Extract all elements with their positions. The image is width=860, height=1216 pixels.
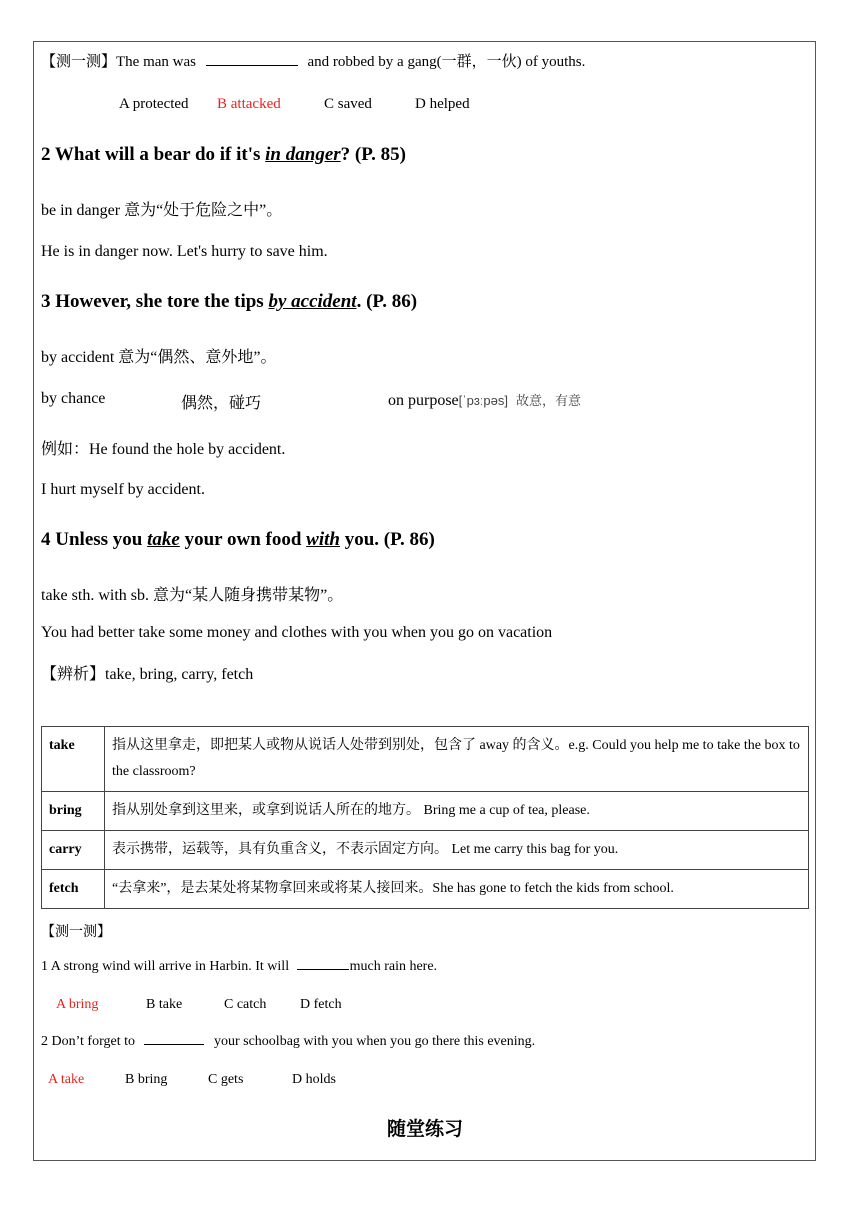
- q2-option-d: D holds: [292, 1072, 336, 1087]
- q1-option-d: D fetch: [300, 997, 342, 1012]
- q1-option-a: A bring: [56, 997, 99, 1012]
- quiz1-option-a: A protected: [119, 96, 189, 112]
- quiz1-question: [41, 50, 585, 71]
- quiz1-text-before: The man was: [116, 54, 196, 70]
- item4-heading-post: you. (P. 86): [339, 529, 435, 550]
- item4-heading-mid: your own food: [179, 529, 307, 550]
- q2-option-b: B bring: [125, 1072, 168, 1087]
- table-row: [42, 870, 809, 909]
- q1-text-after: much rain here.: [349, 959, 438, 974]
- section-title: 随堂练习: [386, 1118, 463, 1140]
- quiz2-question-1: [41, 959, 437, 975]
- q2-option-a: A take: [48, 1072, 85, 1087]
- synonym-meaning: 偶然，碰巧: [181, 395, 262, 412]
- item2-meaning: be in danger 意为“处于危险之中”。: [41, 202, 283, 219]
- q1-option-c: C catch: [224, 997, 267, 1012]
- table-explanation: 指从别处拿到这里来，或拿到说话人所在的地方。 Bring me a cup of tea, please.: [105, 792, 809, 831]
- item2-heading: [41, 144, 406, 166]
- table-word: bring: [42, 792, 105, 831]
- q1-text-before: 1 A strong wind will arrive in Harbin. It will: [41, 959, 290, 974]
- quiz-tag: 【测一测】: [41, 54, 117, 70]
- item3-heading-post: . (P. 86): [356, 291, 418, 312]
- item3-heading: [41, 291, 417, 313]
- q1-option-b: B take: [146, 997, 183, 1012]
- antonym: [388, 390, 581, 410]
- q2-option-c: C gets: [208, 1072, 244, 1087]
- item2-heading-pre: 2 What will a bear do if it's: [41, 144, 266, 165]
- table-row: [42, 727, 809, 792]
- item4-key-word-take: take: [147, 529, 180, 550]
- item4-example: You had better take some money and clothes with you when you go on vacation: [41, 624, 553, 641]
- answer-blank: [144, 1043, 204, 1045]
- quiz1-option-c: C saved: [324, 96, 372, 112]
- item2-key-phrase: in danger: [265, 144, 341, 165]
- antonym-meaning: 故意，有意: [515, 393, 581, 408]
- quiz2-title: 【测一测】: [41, 925, 111, 940]
- item2-example: He is in danger now. Let's hurry to save him.: [41, 243, 328, 260]
- table-explanation: “去拿来”，是去某处将某物拿回来或将某人接回来。She has gone to fetch the kids from school.: [105, 870, 809, 909]
- item4-meaning: take sth. with sb. 意为“某人随身携带某物”。: [41, 587, 344, 604]
- table-row: [42, 792, 809, 831]
- item3-meaning: by accident 意为“偶然、意外地”。: [41, 349, 277, 366]
- item3-key-phrase: by accident: [268, 291, 357, 312]
- item4-key-word-with: with: [306, 529, 340, 550]
- comparison-table: [41, 726, 809, 909]
- table-word: take: [42, 727, 105, 792]
- antonym-phonetic: [ˈpɜːpəs]: [458, 393, 508, 408]
- item2-heading-post: ? (P. 85): [340, 144, 406, 165]
- quiz1-option-b: B attacked: [217, 96, 281, 112]
- item3-heading-pre: 3 However, she tore the tips: [41, 291, 269, 312]
- table-explanation: 表示携带，运载等，具有负重含义，不表示固定方向。 Let me carry this bag for you.: [105, 831, 809, 870]
- answer-blank: [297, 968, 349, 970]
- quiz1-option-d: D helped: [415, 96, 470, 112]
- item4-analysis-heading: 【辨析】take, bring, carry, fetch: [41, 666, 254, 683]
- item3-example-1: 例如：He found the hole by accident.: [41, 441, 286, 458]
- q2-text-after: your schoolbag with you when you go there this evening.: [213, 1034, 536, 1049]
- table-explanation: 指从这里拿走，即把某人或物从说话人处带到别处，包含了 away 的含义。e.g. Could you help me to take the box to the classroom?: [105, 727, 809, 792]
- answer-blank: [206, 64, 298, 66]
- table-word: carry: [42, 831, 105, 870]
- synonym-word: by chance: [41, 390, 106, 407]
- item3-example-2: I hurt myself by accident.: [41, 481, 205, 498]
- quiz1-text-after: and robbed by a gang(一群，一伙) of youths.: [307, 54, 586, 70]
- quiz2-question-2: [41, 1034, 535, 1050]
- q2-text-before: 2 Don’t forget to: [41, 1034, 135, 1049]
- table-row: [42, 831, 809, 870]
- item4-heading: [41, 529, 435, 551]
- table-word: fetch: [42, 870, 105, 909]
- antonym-word: on purpose: [388, 392, 459, 409]
- item4-heading-pre: 4 Unless you: [41, 529, 148, 550]
